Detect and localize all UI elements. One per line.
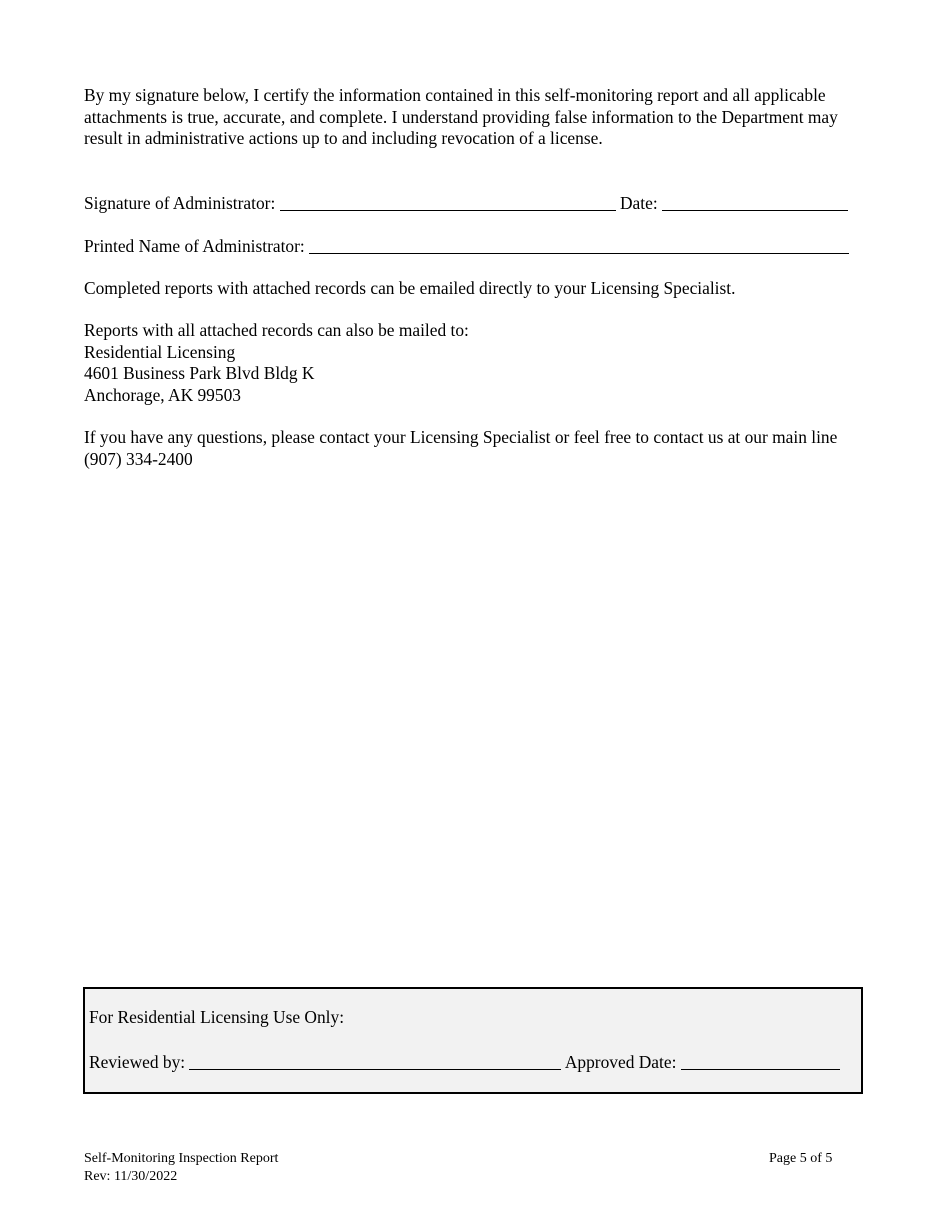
office-use-title: For Residential Licensing Use Only: <box>89 1007 345 1027</box>
signature-field[interactable] <box>280 193 616 211</box>
footer-revision: Rev: 11/30/2022 <box>84 1169 178 1184</box>
office-use-box <box>83 987 863 1094</box>
printed-name-field[interactable] <box>309 236 849 254</box>
signature-row <box>84 191 866 215</box>
review-row <box>89 1050 840 1074</box>
address-line: Anchorage, AK 99503 <box>84 384 241 405</box>
address-line: Residential Licensing <box>84 341 236 362</box>
reviewed-by-field[interactable] <box>189 1052 561 1070</box>
address-line: 4601 Business Park Blvd Bldg K <box>84 363 315 383</box>
footer-left <box>84 1150 278 1186</box>
contact-note: If you have any questions, please contact your Licensing Specialist or feel free to contact us at our main line (907) 334-2400 <box>84 427 838 469</box>
mailing-info <box>84 320 866 406</box>
approved-date-label: Approved Date: <box>564 1052 677 1072</box>
printed-name-label: Printed Name of Administrator: <box>84 236 305 256</box>
date-label: Date: <box>620 193 658 213</box>
signature-label: Signature of Administrator: <box>84 193 276 213</box>
reviewed-by-label: Reviewed by: <box>89 1052 186 1072</box>
email-note: Completed reports with attached records can be emailed directly to your Licensing Specialist. <box>84 278 736 298</box>
certification-statement: By my signature below, I certify the information contained in this self-monitoring report and all applicable attachments is true, accurate, and complete. I understand providing false information to the Department may result in administrative actions up to and including revocation of a license. <box>84 85 838 148</box>
printed-name-row <box>84 234 866 258</box>
approved-date-field[interactable] <box>681 1052 840 1070</box>
date-field[interactable] <box>662 193 848 211</box>
footer-doc-title: Self-Monitoring Inspection Report <box>84 1151 279 1166</box>
mailing-intro: Reports with all attached records can also be mailed to: <box>84 320 469 340</box>
footer-page-number: Page 5 of 5 <box>769 1151 833 1166</box>
